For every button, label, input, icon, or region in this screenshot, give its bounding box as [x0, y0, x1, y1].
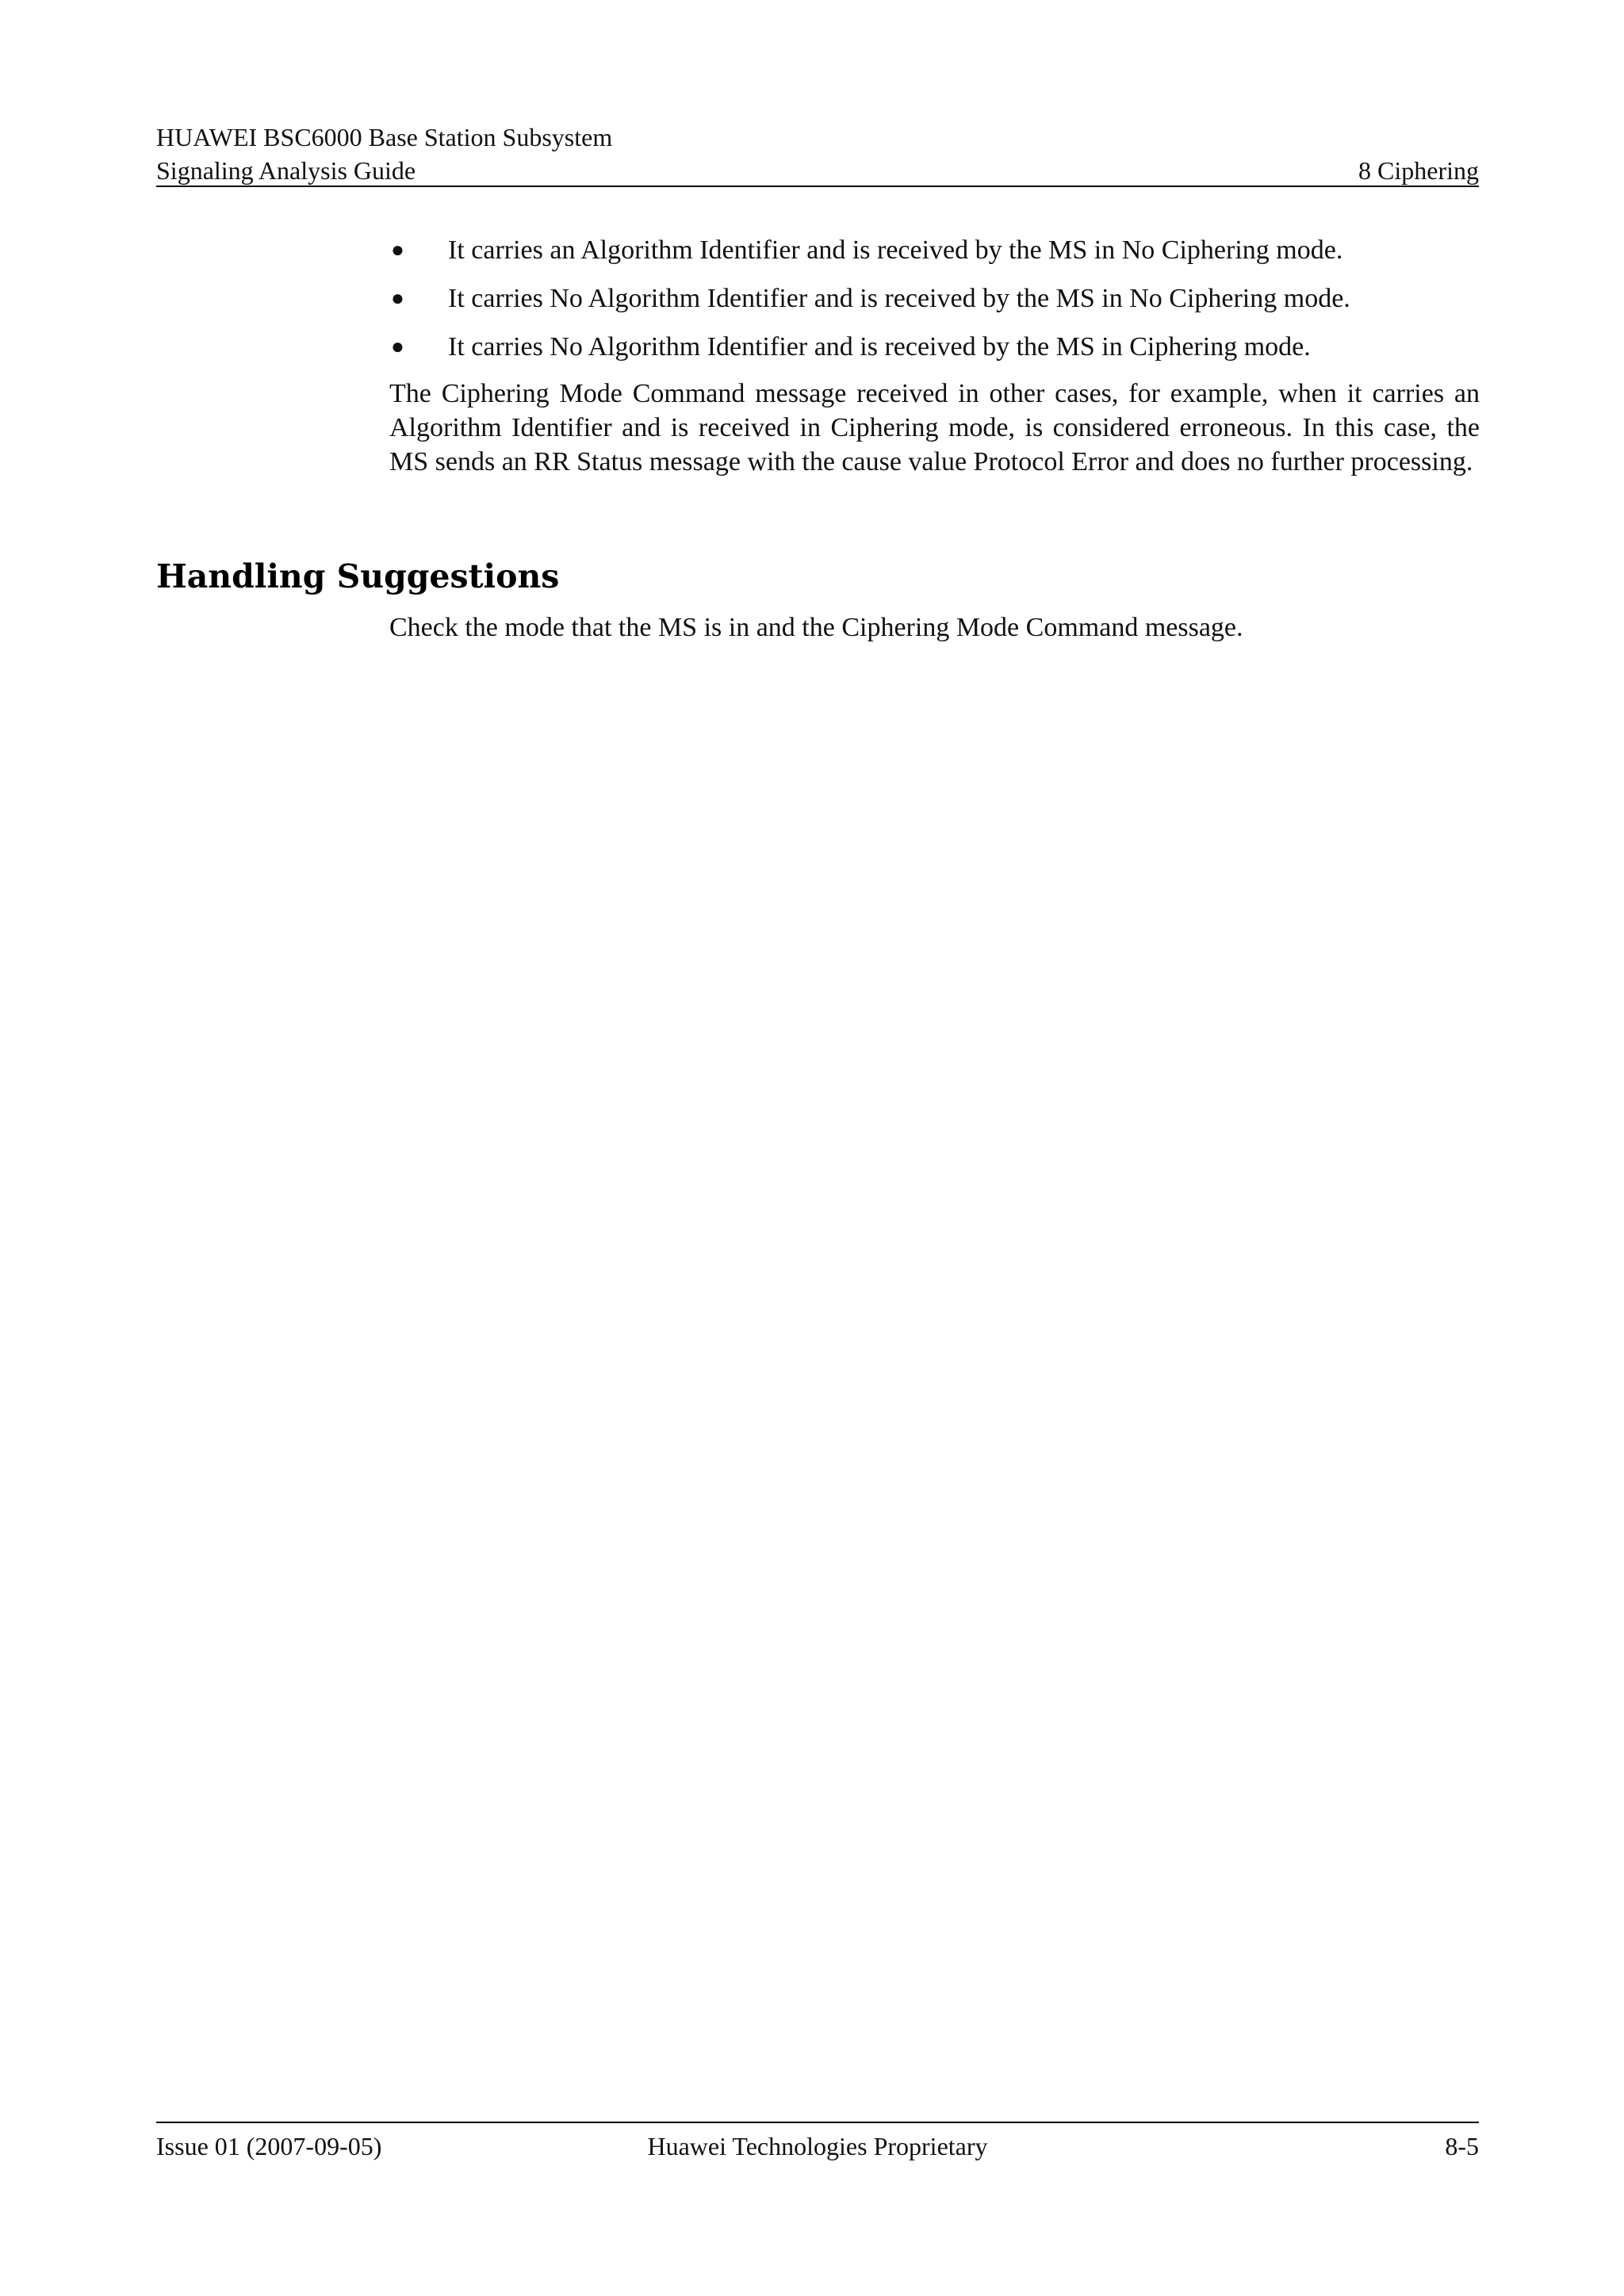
bullet-icon: ● — [391, 335, 404, 359]
page-footer — [156, 2122, 1479, 2171]
list-item — [389, 230, 1480, 278]
header-chapter-title: 8 Ciphering — [1358, 156, 1479, 185]
footer-proprietary: Huawei Technologies Proprietary — [647, 2132, 988, 2160]
page-header — [156, 117, 1479, 187]
list-item — [389, 327, 1480, 375]
footer-page-number: 8-5 — [1445, 2132, 1479, 2160]
header-document-title: Signaling Analysis Guide — [156, 156, 416, 185]
body-content — [389, 230, 1480, 479]
section-paragraph: Check the mode that the MS is in and the Ciphering Mode Command message. — [389, 613, 1243, 642]
header-product-title: HUAWEI BSC6000 Base Station Subsystem — [156, 123, 613, 151]
list-item-text: It carries an Algorithm Identifier and is received by the MS in No Ciphering mode. — [448, 235, 1343, 265]
bullet-icon: ● — [391, 238, 404, 262]
bullet-icon: ● — [391, 286, 404, 311]
section-heading: Handling Suggestions — [156, 557, 560, 595]
list-item — [389, 278, 1480, 327]
footer-issue: Issue 01 (2007-09-05) — [156, 2132, 382, 2160]
list-item-text: It carries No Algorithm Identifier and is received by the MS in No Ciphering mode. — [448, 284, 1350, 313]
list-item-text: It carries No Algorithm Identifier and is received by the MS in Ciphering mode. — [448, 332, 1311, 362]
bullet-list — [389, 230, 1480, 375]
body-paragraph: The Ciphering Mode Command message received in other cases, for example, when it carries an Algorithm Identifier and is received in Ciphering mode, is considered erroneous. In this case, the MS sends an RR Status message with the cause value Protocol Error and does no further processing. — [389, 379, 1480, 476]
